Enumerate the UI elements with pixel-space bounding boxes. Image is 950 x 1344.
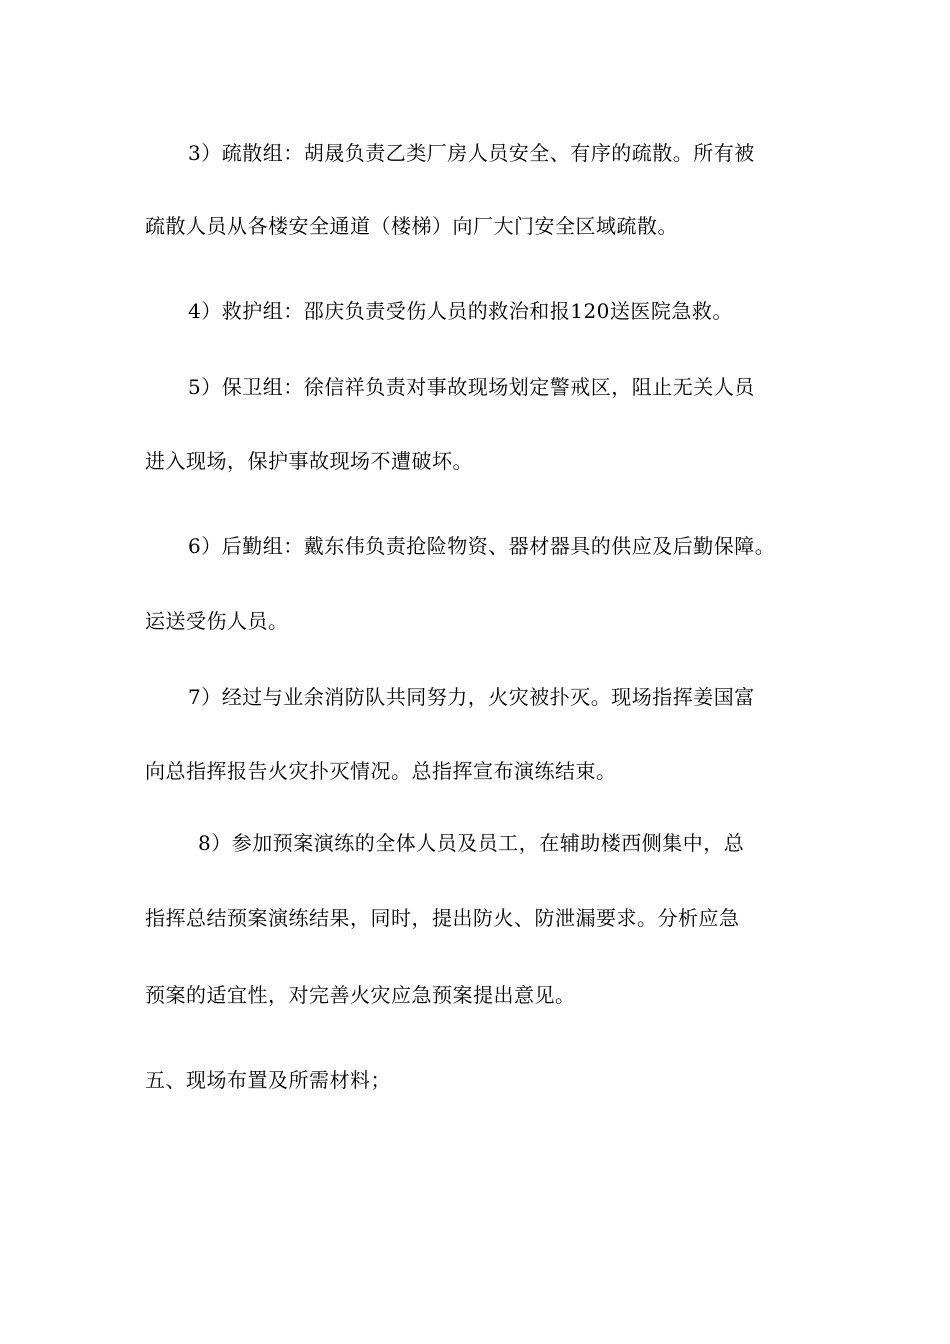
paragraph-line: 进入现场，保护事故现场不遭破坏。 <box>145 449 473 473</box>
paragraph-line: 5）保卫组：徐信祥负责对事故现场划定警戒区，阻止无关人员 <box>188 375 755 399</box>
section-heading: 五、现场布置及所需材料； <box>145 1068 391 1092</box>
paragraph-line: 4）救护组：邵庆负责受伤人员的救治和报120送医院急救。 <box>188 299 733 323</box>
paragraph-line: 3）疏散组：胡晟负责乙类厂房人员安全、有序的疏散。所有被 <box>188 141 755 165</box>
paragraph-line: 8）参加预案演练的全体人员及员工，在辅助楼西侧集中，总 <box>198 831 745 855</box>
paragraph-line: 7）经过与业余消防队共同努力，火灾被扑灭。现场指挥姜国富 <box>188 685 755 709</box>
paragraph-line: 疏散人员从各楼安全通道（楼梯）向厂大门安全区域疏散。 <box>145 214 678 238</box>
paragraph-line: 向总指挥报告火灾扑灭情况。总指挥宣布演练结束。 <box>145 759 617 783</box>
paragraph-line: 6）后勤组：戴东伟负责抢险物资、器材器具的供应及后勤保障。 <box>188 534 776 558</box>
paragraph-line: 预案的适宜性，对完善火灾应急预案提出意见。 <box>145 983 576 1007</box>
paragraph-line: 运送受伤人员。 <box>145 609 289 633</box>
paragraph-line: 指挥总结预案演练结果，同时，提出防火、防泄漏要求。分析应急 <box>145 906 740 930</box>
